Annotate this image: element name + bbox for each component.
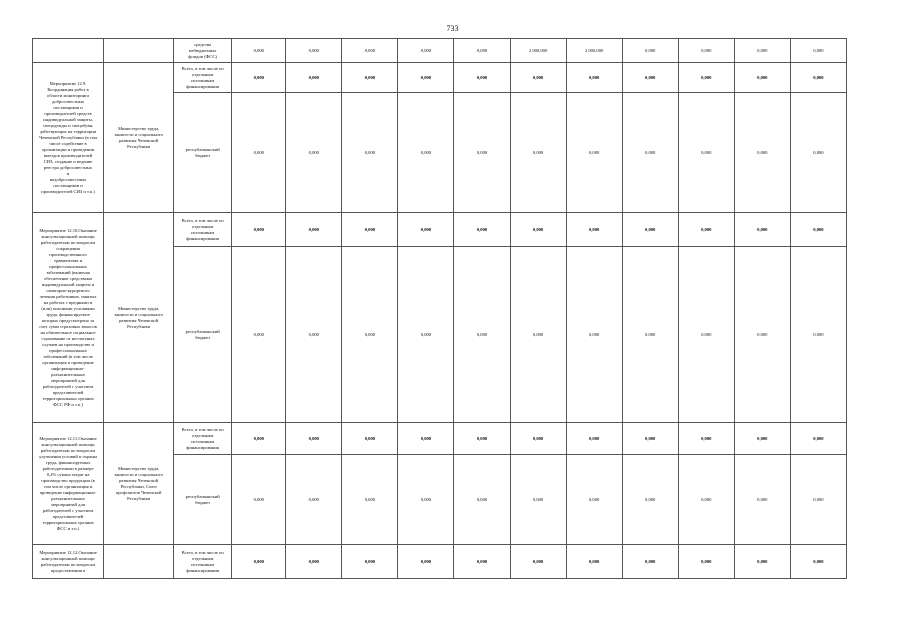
value-cell: 0,000 (790, 455, 846, 545)
value-cell: 0,000 (678, 39, 734, 63)
value-cell: 0,000 (734, 423, 790, 455)
value-cell: 0,000 (232, 423, 286, 455)
value-cell: 0,000 (566, 247, 622, 423)
value-cell: 0,000 (622, 545, 678, 579)
value-cell: 0,000 (342, 423, 398, 455)
value-cell: 0,000 (678, 93, 734, 213)
value-cell: 0,000 (622, 455, 678, 545)
value-cell: 0,000 (232, 63, 286, 93)
value-cell: 0,000 (734, 247, 790, 423)
value-cell: 0,000 (622, 423, 678, 455)
value-cell: 0,000 (286, 213, 342, 247)
value-cell: 0,000 (342, 39, 398, 63)
value-cell: 0,000 (734, 455, 790, 545)
value-cell: 0,000 (232, 213, 286, 247)
value-cell: 0,000 (566, 213, 622, 247)
value-cell: 0,000 (342, 63, 398, 93)
value-cell: 0,000 (622, 39, 678, 63)
value-cell: 0,000 (232, 39, 286, 63)
value-cell: 0,000 (454, 423, 510, 455)
value-cell: 0,000 (510, 423, 566, 455)
value-cell: 0,000 (454, 93, 510, 213)
value-cell: 0,000 (342, 247, 398, 423)
value-cell: 0,000 (678, 63, 734, 93)
page-number: 733 (446, 24, 459, 33)
value-cell: 0,000 (232, 455, 286, 545)
value-cell: 0,000 (286, 63, 342, 93)
value-cell: 0,000 (454, 39, 510, 63)
value-cell: 0,000 (566, 423, 622, 455)
value-cell: 0,000 (286, 455, 342, 545)
table-row (33, 423, 847, 455)
value-cell: 0,000 (398, 63, 454, 93)
value-cell: 0,000 (232, 545, 286, 579)
value-cell: 0,000 (790, 423, 846, 455)
value-cell: 0,000 (566, 93, 622, 213)
value-cell: 0,000 (790, 63, 846, 93)
value-cell: 0,000 (510, 63, 566, 93)
value-cell: 2 000,000 (566, 39, 622, 63)
budget-table (32, 38, 847, 579)
value-cell: 0,000 (622, 213, 678, 247)
funding-source-cell: Всего, в том числе по отдельным источникам финансирования (174, 63, 232, 93)
value-cell: 0,000 (454, 455, 510, 545)
executor-cell (104, 545, 174, 579)
value-cell: 0,000 (398, 545, 454, 579)
value-cell: 0,000 (622, 93, 678, 213)
value-cell: 0,000 (510, 455, 566, 545)
value-cell: 0,000 (398, 93, 454, 213)
measure-cell: Мероприятие 12.12.Оказание консультационной помощи работодателям по вопросам предоставления в (33, 545, 104, 579)
value-cell: 0,000 (232, 247, 286, 423)
executor-cell (104, 39, 174, 63)
value-cell: 0,000 (510, 213, 566, 247)
value-cell: 0,000 (454, 213, 510, 247)
measure-cell: Мероприятие 12.9. Координация работ в области мониторинга добросовестных поставщиков и производителей средств индивидуальной защиты, спецодежды и спецобуви, действующих на территории Чеченской Республики (в том числе содействие в организации и проведении выездов производителей СИЗ, создание и ведение реестра добросовестных и недобросовестных поставщиков и производителей СИЗ и т.п.) (33, 63, 104, 213)
value-cell: 0,000 (342, 545, 398, 579)
value-cell: 0,000 (286, 247, 342, 423)
table-row (33, 213, 847, 247)
value-cell: 0,000 (566, 545, 622, 579)
measure-cell (33, 39, 104, 63)
value-cell: 0,000 (342, 93, 398, 213)
value-cell: 0,000 (454, 63, 510, 93)
table-row (33, 39, 847, 63)
funding-source-cell: республиканский бюджет (174, 247, 232, 423)
value-cell: 0,000 (678, 455, 734, 545)
funding-source-cell: Всего, в том числе по отдельным источникам финансирования (174, 213, 232, 247)
value-cell: 0,000 (510, 247, 566, 423)
value-cell: 0,000 (286, 93, 342, 213)
funding-source-cell: Всего, в том числе по отдельным источникам финансирования (174, 545, 232, 579)
executor-cell: Министерство труда, занятости и социального развития Чеченской Республики, Союз профсоюзов Чеченской Республики (104, 423, 174, 545)
value-cell: 0,000 (398, 247, 454, 423)
table-row (33, 63, 847, 93)
value-cell: 0,000 (454, 247, 510, 423)
value-cell: 0,000 (286, 423, 342, 455)
value-cell: 0,000 (510, 545, 566, 579)
value-cell: 0,000 (734, 93, 790, 213)
value-cell: 0,000 (790, 213, 846, 247)
value-cell: 0,000 (790, 93, 846, 213)
value-cell: 0,000 (678, 247, 734, 423)
value-cell: 0,000 (286, 545, 342, 579)
value-cell: 0,000 (510, 93, 566, 213)
funding-source-cell: Всего, в том числе по отдельным источникам финансирования (174, 423, 232, 455)
value-cell: 0,000 (232, 93, 286, 213)
value-cell: 0,000 (398, 213, 454, 247)
value-cell: 0,000 (398, 455, 454, 545)
value-cell: 0,000 (398, 423, 454, 455)
value-cell: 0,000 (398, 39, 454, 63)
value-cell: 0,000 (678, 423, 734, 455)
value-cell: 0,000 (790, 247, 846, 423)
value-cell: 0,000 (734, 39, 790, 63)
executor-cell: Министерство труда, занятости и социального развития Чеченской Республики (104, 63, 174, 213)
value-cell: 0,000 (622, 63, 678, 93)
value-cell: 0,000 (566, 455, 622, 545)
funding-source-cell: средства небюджетных фондов (ФСС) (174, 39, 232, 63)
value-cell: 0,000 (734, 63, 790, 93)
value-cell: 0,000 (342, 213, 398, 247)
value-cell: 0,000 (342, 455, 398, 545)
table-row (33, 545, 847, 579)
value-cell: 0,000 (622, 247, 678, 423)
value-cell: 0,000 (678, 545, 734, 579)
executor-cell: Министерство труда, занятости и социального развития Чеченской Республики (104, 213, 174, 423)
value-cell: 0,000 (566, 63, 622, 93)
value-cell: 0,000 (790, 39, 846, 63)
value-cell: 2 000,000 (510, 39, 566, 63)
value-cell: 0,000 (678, 213, 734, 247)
funding-source-cell: республиканский бюджет (174, 455, 232, 545)
value-cell: 0,000 (734, 213, 790, 247)
value-cell: 0,000 (790, 545, 846, 579)
funding-source-cell: республиканский бюджет (174, 93, 232, 213)
value-cell: 0,000 (286, 39, 342, 63)
value-cell: 0,000 (734, 545, 790, 579)
measure-cell: Мероприятие 12.10.Оказание консультационной помощи работодателям по вопросам сокращения производственного травматизма и профессиональных заболеваний (включая обеспечение средствами индивидуальной защиты и санаторно-курортного лечения работников, занятых на работах с вредными и (или) опасными условиями труда, финансируемое которых предусмотрено за счет сумм страховых взносов на обязательное социальное страхование от несчастных случаев на производстве и профессиональных заболеваний (в том числе организация и проведение информационно- разъяснительных мероприятий для работодателей с участием представителей территориальных органов ФСС РФ и т.п.) (33, 213, 104, 423)
value-cell: 0,000 (454, 545, 510, 579)
measure-cell: Мероприятие 12.11.Оказание консультационной помощи работодателям по вопросам улучшения условий и охраны труда, финансируемых работодателями в размере 0,2% суммы затрат на производство продукции (в том числе организация и проведение информационно- разъяснительных мероприятий для работодателей с участием представителей территориальных органов ФСС и т.п.) (33, 423, 104, 545)
